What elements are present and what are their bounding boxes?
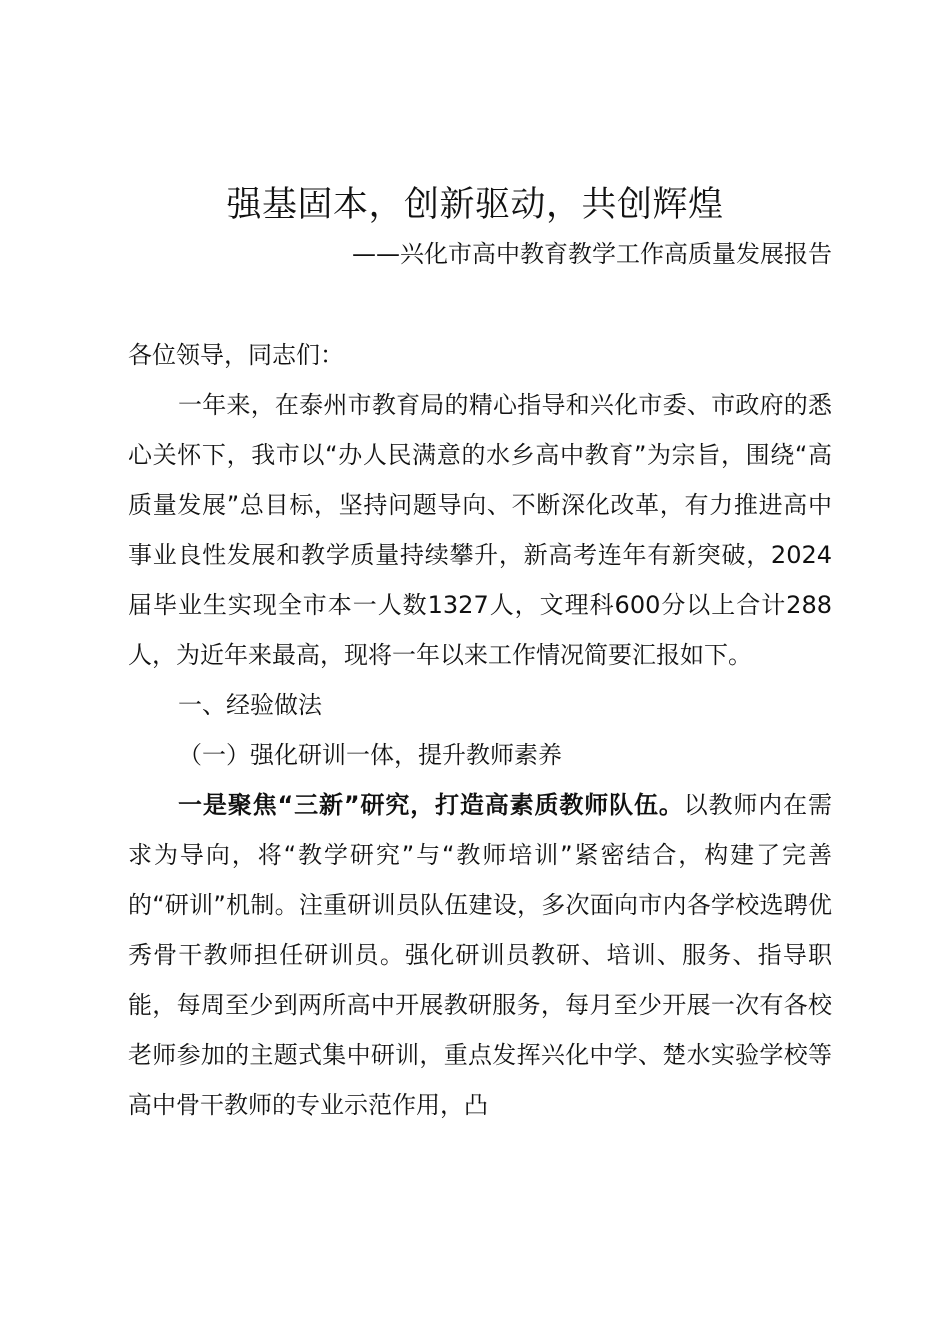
document-body xyxy=(128,330,832,1130)
document-title: 强基固本，创新驱动，共创辉煌 xyxy=(226,185,724,225)
subsection-heading: （一）强化研训一体，提升教师素养 xyxy=(178,741,562,769)
point-lead-bold: 一是聚焦“三新”研究，打造高素质教师队伍。 xyxy=(178,791,684,819)
point-paragraph xyxy=(128,780,832,1130)
section-heading: 一、经验做法 xyxy=(178,691,322,719)
point-text: 以教师内在需求为导向，将“教学研究”与“教师培训”紧密结合，构建了完善的“研训”机制。注重研训员队伍建设，多次面向市内各学校选聘优秀骨干教师担任研训员。强化研训员教研、培训、服务、指导职能，每周至少到两所高中开展教研服务，每月至少开展一次有各校老师参加的主题式集中研训，重点发挥兴化中学、楚水实验学校等高中骨干教师的专业示范作用，凸 xyxy=(128,791,833,1119)
document-subtitle: ——兴化市高中教育教学工作高质量发展报告 xyxy=(352,240,832,268)
salutation: 各位领导，同志们： xyxy=(128,341,344,369)
intro-paragraph: 一年来，在泰州市教育局的精心指导和兴化市委、市政府的悉心关怀下，我市以“办人民满意的水乡高中教育”为宗旨，围绕“高质量发展”总目标，坚持问题导向、不断深化改革，有力推进高中事业良性发展和教学质量持续攀升，新高考连年有新突破，2024届毕业生实现全市本一人数1327人，文理科600分以上合计288人，为近年来最高，现将一年以来工作情况简要汇报如下。 xyxy=(128,391,832,669)
